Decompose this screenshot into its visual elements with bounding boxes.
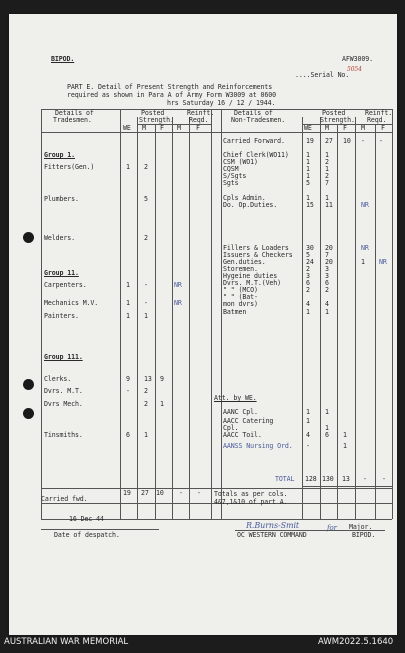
cell-we: 30 bbox=[306, 244, 314, 252]
cell-m: 1 bbox=[325, 151, 329, 159]
cell-we: 1 bbox=[126, 281, 130, 289]
col-header-posted-r2: Strength. bbox=[320, 116, 355, 124]
col-header-reinft-r2: Reqd. bbox=[367, 116, 387, 124]
cell-f: 1 bbox=[343, 431, 347, 439]
non-trade-label: Dvrs. M.T.(Veh) bbox=[223, 279, 282, 287]
serial-label: ....Serial No. bbox=[295, 71, 350, 79]
col-reinf-m: M bbox=[177, 124, 181, 132]
cell-m: 20 bbox=[325, 258, 333, 266]
non-trade-label: S/Sgts bbox=[223, 172, 247, 180]
non-trade-label: Chief Clerk(WO11) bbox=[223, 151, 289, 159]
cell-we: 3 bbox=[306, 272, 310, 280]
col-header-posted-r1: Posted bbox=[322, 109, 346, 117]
cell-m: 1 bbox=[325, 308, 329, 316]
carried-rf: - bbox=[197, 489, 201, 497]
cell-m: 1 bbox=[144, 312, 148, 320]
cell-m: 6 bbox=[325, 431, 329, 439]
signature-handwritten: R.Burns-Smit bbox=[246, 521, 300, 530]
cell-m: 13 bbox=[144, 375, 152, 383]
non-trade-label: CQSM bbox=[223, 165, 239, 173]
cell-m: 2 bbox=[144, 387, 148, 395]
non-trade-label: Batmen bbox=[223, 308, 247, 316]
footer-institution: AUSTRALIAN WAR MEMORIAL bbox=[4, 637, 129, 647]
cell-we: 1 bbox=[306, 165, 310, 173]
cell-f: 1 bbox=[160, 400, 164, 408]
col-header-tradesmen-1: Details of bbox=[55, 109, 94, 117]
cell-reinf-m: NR bbox=[174, 281, 182, 289]
cell-we: 6 bbox=[306, 279, 310, 287]
cell-we: 5 bbox=[306, 251, 310, 259]
att-heading: Att. by WE. bbox=[214, 394, 257, 402]
punch-hole bbox=[23, 379, 34, 390]
carried-rm: - bbox=[179, 489, 183, 497]
trade-label: Dvrs. M.T. bbox=[44, 387, 83, 395]
col-reinf-f: F bbox=[196, 124, 200, 132]
col-header-nontrades-1: Details of bbox=[234, 109, 273, 117]
non-trade-label: Fillers & Loaders bbox=[223, 244, 289, 252]
form-number: AFW3009. bbox=[342, 55, 373, 63]
cell-reinf-m: - bbox=[361, 137, 365, 145]
cell-f: 1 bbox=[343, 442, 347, 450]
trade-label: Welders. bbox=[44, 234, 75, 242]
cell-m: 1 bbox=[144, 431, 148, 439]
cell-we: 2 bbox=[306, 286, 310, 294]
signature-command: OC WESTERN COMMAND bbox=[237, 531, 307, 539]
att-label: AANC Cpl. bbox=[223, 408, 258, 416]
col-header-tradesmen-2: Tradesmen. bbox=[53, 116, 92, 124]
col-f-r: F bbox=[343, 124, 347, 132]
group-heading: Group 111. bbox=[44, 353, 83, 361]
col-header-posted-2: Strength. bbox=[139, 116, 174, 124]
trade-label: Painters. bbox=[44, 312, 79, 320]
trade-label: Tinsmiths. bbox=[44, 431, 83, 439]
group-heading: Group 11. bbox=[44, 269, 79, 277]
cell-we: 1 bbox=[306, 417, 310, 425]
totals-note-1: Totals as per cols. bbox=[214, 490, 288, 498]
non-trade-label: Carried Forward. bbox=[223, 137, 285, 145]
cell-m: 1 bbox=[325, 424, 329, 432]
cell-we: 5 bbox=[306, 179, 310, 187]
cell-reinf-m: NR bbox=[361, 244, 369, 252]
cell-m: - bbox=[144, 299, 148, 307]
carried-we: 19 bbox=[123, 489, 131, 497]
non-trade-label: Storemen. bbox=[223, 265, 258, 273]
cell-m: 7 bbox=[325, 251, 329, 259]
non-trade-label: Hygeine duties bbox=[223, 272, 278, 280]
cell-m: 11 bbox=[325, 201, 333, 209]
carried-m: 27 bbox=[141, 489, 149, 497]
non-trade-label: mon dvrs) bbox=[223, 300, 258, 308]
cell-m: 1 bbox=[325, 408, 329, 416]
cell-m: 2 bbox=[325, 158, 329, 166]
col-header-reinft-2: Reqd. bbox=[189, 116, 209, 124]
cell-we: 1 bbox=[306, 158, 310, 166]
part-e-line3: hrs Saturday 16 / 12 / 1944. bbox=[167, 99, 276, 107]
att-label: AANSS Nursing Ord. bbox=[223, 442, 293, 450]
total-we: 128 bbox=[305, 475, 317, 483]
cell-m: 4 bbox=[325, 300, 329, 308]
cell-f: 9 bbox=[160, 375, 164, 383]
cell-we: - bbox=[126, 387, 130, 395]
punch-hole bbox=[23, 408, 34, 419]
cell-we: 4 bbox=[306, 431, 310, 439]
cell-reinf-f: NR bbox=[379, 258, 387, 266]
footer-accession: AWM2022.5.1640 bbox=[318, 637, 394, 647]
totals-note-2: 4&7,1&10 of part A. bbox=[214, 498, 288, 506]
trade-label: Clerks. bbox=[44, 375, 72, 383]
col-m-r: M bbox=[325, 124, 329, 132]
non-trade-label: Cpls Admin. bbox=[223, 194, 266, 202]
cell-we: 24 bbox=[306, 258, 314, 266]
cell-we: 1 bbox=[126, 312, 130, 320]
cell-m: 7 bbox=[325, 179, 329, 187]
serial-handwritten: 5054 bbox=[347, 66, 362, 73]
cell-m: 2 bbox=[325, 286, 329, 294]
col-header-reinft-r1: Reinft. bbox=[365, 109, 393, 117]
carried-fwd-label: Carried fwd. bbox=[41, 495, 88, 503]
att-label: AACC Catering bbox=[223, 417, 274, 425]
cell-m: 2 bbox=[144, 234, 148, 242]
col-header-nontrades-2: Non-Tradesmen. bbox=[231, 116, 286, 124]
cell-m: 3 bbox=[325, 265, 329, 273]
total-rm: - bbox=[363, 475, 367, 483]
part-e-line1: PART E. Detail of Present Strength and Reinforcements bbox=[67, 83, 273, 91]
cell-m: 2 bbox=[144, 400, 148, 408]
cell-we: 9 bbox=[126, 375, 130, 383]
trade-label: Mechanics M.V. bbox=[44, 299, 99, 307]
cell-we: 1 bbox=[126, 163, 130, 171]
total-label: TOTAL bbox=[275, 475, 295, 483]
cell-m: 2 bbox=[325, 172, 329, 180]
cell-we: 4 bbox=[306, 300, 310, 308]
col-reinf-f-r: F bbox=[381, 124, 385, 132]
cell-reinf-m: 1 bbox=[361, 258, 365, 266]
non-trade-label: " " (MCO) bbox=[223, 286, 258, 294]
col-we: WE bbox=[123, 124, 131, 132]
cell-m: 20 bbox=[325, 244, 333, 252]
non-trade-label: CSM (WO1) bbox=[223, 158, 258, 166]
document-sheet bbox=[9, 14, 397, 635]
despatch-date: 16 Dec 44 bbox=[69, 515, 104, 523]
cell-we: 1 bbox=[306, 172, 310, 180]
non-trade-label: Issuers & Checkers bbox=[223, 251, 293, 259]
non-trade-label: Sgts bbox=[223, 179, 239, 187]
non-trade-label: " " (Bat- bbox=[223, 293, 258, 301]
trade-label: Plumbers. bbox=[44, 195, 79, 203]
despatch-label: Date of despatch. bbox=[54, 531, 120, 539]
cell-we: 1 bbox=[306, 308, 310, 316]
group-heading: Group 1. bbox=[44, 151, 75, 159]
cell-we: 1 bbox=[306, 194, 310, 202]
cell-we: 2 bbox=[306, 265, 310, 273]
despatch-rule bbox=[41, 529, 159, 530]
cell-we: - bbox=[306, 442, 310, 450]
cell-we: 6 bbox=[126, 431, 130, 439]
part-e-line2: required as shown in Para A of Army Form W3009 at 0600 bbox=[67, 91, 276, 99]
non-trade-label: Gen.duties. bbox=[223, 258, 266, 266]
cell-f: 10 bbox=[343, 137, 351, 145]
total-m: 130 bbox=[322, 475, 334, 483]
signature-rank: Major. bbox=[349, 523, 373, 531]
col-header-reinft-1: Reinft. bbox=[187, 109, 215, 117]
cell-m: 2 bbox=[144, 163, 148, 171]
cell-reinf-m: NR bbox=[174, 299, 182, 307]
cell-reinf-f: - bbox=[379, 137, 383, 145]
punch-hole bbox=[23, 232, 34, 243]
total-rf: - bbox=[382, 475, 386, 483]
non-trade-label: Do. Op.Duties. bbox=[223, 201, 278, 209]
cell-reinf-m: NR bbox=[361, 201, 369, 209]
trade-label: Fitters(Gen.) bbox=[44, 163, 95, 171]
col-we-r: WE bbox=[304, 124, 312, 132]
cell-we: 19 bbox=[306, 137, 314, 145]
total-f: 13 bbox=[342, 475, 350, 483]
trade-label: Carpenters. bbox=[44, 281, 87, 289]
cell-we: 1 bbox=[306, 151, 310, 159]
att-label: AACC Toil. bbox=[223, 431, 262, 439]
col-header-posted-1: Posted bbox=[141, 109, 165, 117]
cell-m: 1 bbox=[325, 194, 329, 202]
carried-f: 10 bbox=[156, 489, 164, 497]
cell-m: 1 bbox=[325, 165, 329, 173]
cell-m: 5 bbox=[144, 195, 148, 203]
bipod-header: BIPOD. bbox=[51, 55, 75, 63]
cell-m: 27 bbox=[325, 137, 333, 145]
trade-label: Dvrs Mech. bbox=[44, 400, 83, 408]
col-f: F bbox=[160, 124, 164, 132]
signature-for: for bbox=[327, 524, 337, 532]
cell-m: - bbox=[144, 281, 148, 289]
cell-we: 1 bbox=[126, 299, 130, 307]
col-m: M bbox=[142, 124, 146, 132]
col-reinf-m-r: M bbox=[361, 124, 365, 132]
signature-unit: BIPOD. bbox=[352, 531, 376, 539]
att-label: Cpl. bbox=[223, 424, 239, 432]
cell-m: 6 bbox=[325, 279, 329, 287]
cell-we: 15 bbox=[306, 201, 314, 209]
cell-m: 3 bbox=[325, 272, 329, 280]
cell-we: 1 bbox=[306, 408, 310, 416]
